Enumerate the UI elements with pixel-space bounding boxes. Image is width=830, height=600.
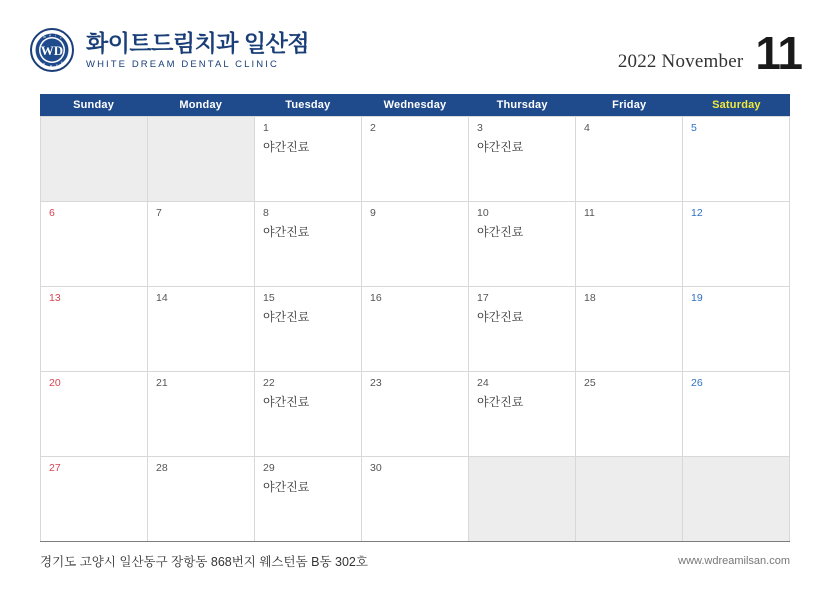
calendar-grid: [40, 116, 790, 541]
calendar-day-cell[interactable]: [362, 117, 469, 202]
day-number: 1: [263, 122, 269, 134]
calendar-year-month: 2022 November: [617, 50, 744, 72]
calendar-day-cell[interactable]: [683, 372, 790, 457]
day-number: 16: [370, 292, 382, 304]
svg-text:D: D: [43, 62, 46, 66]
calendar-cell-empty: [683, 457, 790, 542]
day-event-label: 야간진료: [263, 224, 310, 239]
day-event-label: 야간진료: [263, 479, 310, 494]
calendar-day-cell[interactable]: [576, 117, 683, 202]
weekday-header: [40, 94, 790, 116]
day-number: 4: [584, 122, 590, 134]
day-event-label: 야간진료: [477, 394, 524, 409]
calendar-month-number: 11: [755, 27, 802, 80]
day-number: 9: [370, 207, 376, 219]
svg-text:E: E: [56, 63, 59, 68]
calendar-title: [617, 27, 802, 80]
page-header: [0, 0, 830, 94]
calendar-cell-empty: [469, 457, 576, 542]
svg-text:I: I: [55, 33, 56, 38]
calendar-day-cell[interactable]: [41, 457, 148, 542]
day-number: 22: [263, 377, 275, 389]
day-number: 30: [370, 462, 382, 474]
day-number: 11: [584, 207, 595, 219]
svg-text:R: R: [50, 64, 53, 68]
calendar-day-cell[interactable]: [469, 372, 576, 457]
calendar-day-cell[interactable]: [362, 457, 469, 542]
calendar-day-cell[interactable]: [576, 372, 683, 457]
day-number: 25: [584, 377, 596, 389]
brand: [30, 28, 309, 72]
calendar-day-cell[interactable]: [41, 202, 148, 287]
calendar-day-cell[interactable]: [469, 202, 576, 287]
calendar-day-cell[interactable]: [255, 117, 362, 202]
calendar-day-cell[interactable]: [148, 372, 255, 457]
brand-name-english: WHITE DREAM DENTAL CLINIC: [86, 59, 279, 71]
calendar-day-cell[interactable]: [683, 117, 790, 202]
calendar-day-cell[interactable]: [255, 202, 362, 287]
day-number: 27: [49, 462, 61, 474]
day-number: 12: [691, 207, 703, 219]
calendar-day-cell[interactable]: [148, 287, 255, 372]
brand-name-korean: 화이트드림치과 일산점: [86, 29, 310, 56]
day-number: 7: [156, 207, 162, 219]
brand-text: [86, 30, 309, 70]
day-number: 6: [49, 207, 55, 219]
svg-text:W: W: [43, 35, 46, 39]
day-number: 15: [263, 292, 275, 304]
day-number: 20: [49, 377, 61, 389]
day-number: 19: [691, 292, 703, 304]
calendar-day-cell[interactable]: [255, 287, 362, 372]
day-event-label: 야간진료: [263, 309, 310, 324]
day-number: 10: [477, 207, 489, 219]
calendar-day-cell[interactable]: [683, 202, 790, 287]
day-number: 13: [49, 292, 61, 304]
calendar-day-cell[interactable]: [469, 117, 576, 202]
calendar-day-cell[interactable]: [148, 202, 255, 287]
day-event-label: 야간진료: [477, 224, 524, 239]
day-number: 14: [156, 292, 168, 304]
weekday-saturday: Saturday: [712, 99, 761, 111]
clinic-website: www.wdreamilsan.com: [678, 555, 790, 567]
day-number: 8: [263, 207, 269, 219]
calendar-cell-empty: [576, 457, 683, 542]
calendar-day-cell[interactable]: [362, 287, 469, 372]
calendar-day-cell[interactable]: [362, 372, 469, 457]
calendar-day-cell[interactable]: [469, 287, 576, 372]
day-event-label: 야간진료: [263, 394, 310, 409]
weekday-friday: Friday: [612, 99, 647, 111]
calendar-day-cell[interactable]: [362, 202, 469, 287]
day-number: 18: [584, 292, 596, 304]
calendar-cell-empty: [41, 117, 148, 202]
day-number: 5: [691, 122, 697, 134]
day-number: 2: [370, 122, 376, 134]
calendar-day-cell[interactable]: [576, 287, 683, 372]
calendar-day-cell[interactable]: [41, 287, 148, 372]
page-footer: [40, 546, 790, 576]
calendar-day-cell[interactable]: [683, 287, 790, 372]
day-number: 24: [477, 377, 489, 389]
day-event-label: 야간진료: [477, 139, 524, 154]
clinic-address: 경기도 고양시 일산동구 장항동 868번지 웨스턴돔 B동 302호: [40, 555, 368, 569]
day-number: 26: [691, 377, 703, 389]
svg-text:H: H: [49, 33, 52, 38]
day-number: 29: [263, 462, 275, 474]
calendar-day-cell[interactable]: [148, 457, 255, 542]
calendar-day-cell[interactable]: [255, 372, 362, 457]
day-event-label: 야간진료: [477, 309, 524, 324]
weekday-thursday: Thursday: [496, 99, 548, 111]
day-number: 17: [477, 292, 489, 304]
weekday-sunday: Sunday: [73, 99, 115, 111]
footer-divider: [40, 541, 790, 542]
day-event-label: 야간진료: [263, 139, 310, 154]
svg-text:WD: WD: [40, 43, 64, 58]
svg-text:T: T: [60, 36, 62, 40]
weekday-wednesday: Wednesday: [383, 99, 447, 111]
weekday-tuesday: Tuesday: [285, 99, 331, 111]
calendar-cell-empty: [148, 117, 255, 202]
calendar-day-cell[interactable]: [576, 202, 683, 287]
dental-clinic-logo-icon: [30, 28, 74, 72]
day-number: 21: [156, 377, 168, 389]
calendar-day-cell[interactable]: [255, 457, 362, 542]
day-number: 28: [156, 462, 168, 474]
day-number: 23: [370, 377, 382, 389]
day-number: 3: [477, 122, 483, 134]
weekday-monday: Monday: [179, 99, 223, 111]
svg-text:M: M: [61, 60, 64, 65]
calendar-day-cell[interactable]: [41, 372, 148, 457]
